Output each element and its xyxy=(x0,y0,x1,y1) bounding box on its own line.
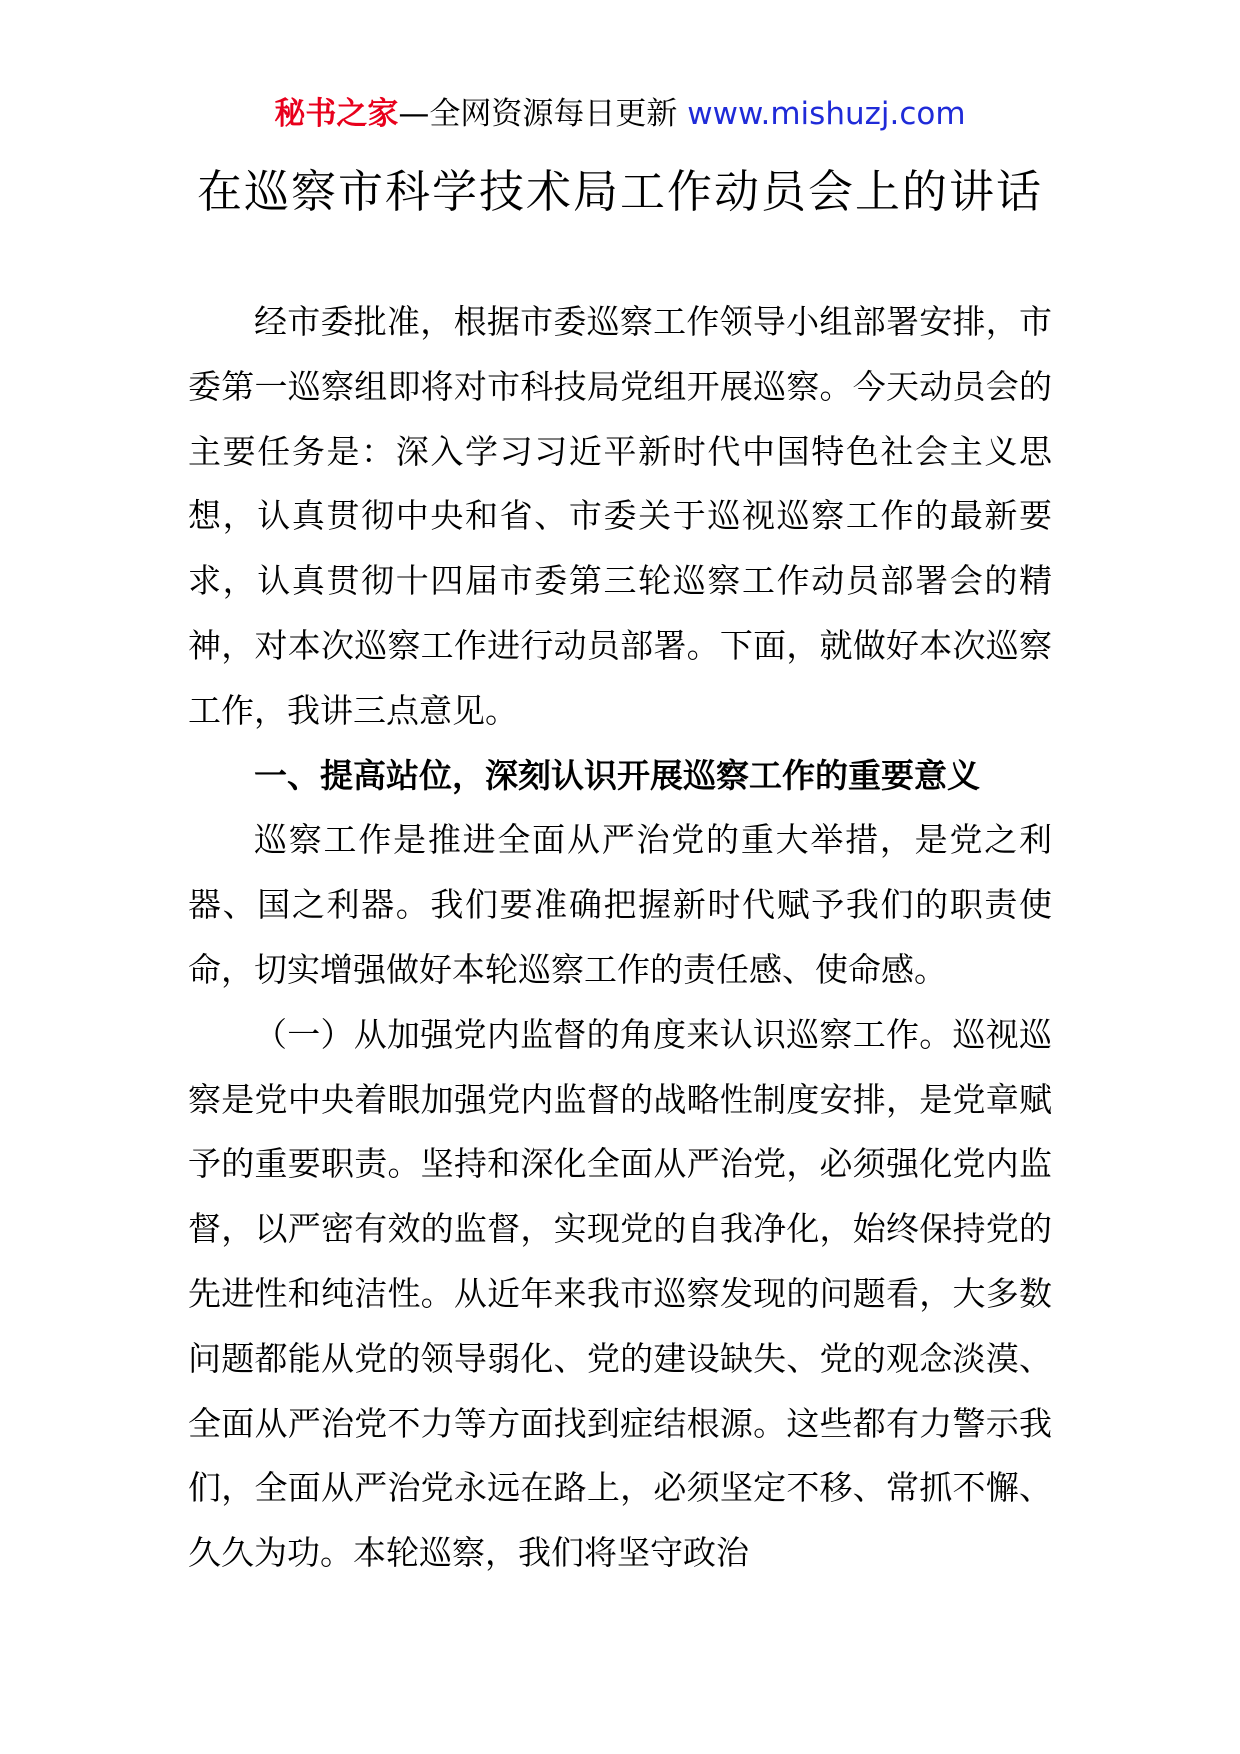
paragraph-subsection-1: （一）从加强党内监督的角度来认识巡察工作。巡视巡察是党中央着眼加强党内监督的战略性制度安排，是党章赋予的重要职责。坚持和深化全面从严治党，必须强化党内监督，以严密有效的监督，实现党的自我净化，始终保持党的先进性和纯洁性。从近年来我市巡察发现的问题看，大多数问题都能从党的领导弱化、党的建设缺失、党的观念淡漠、全面从严治党不力等方面找到症结根源。这些都有力警示我们，全面从严治党永远在路上，必须坚定不移、常抓不懈、久久为功。本轮巡察，我们将坚守政治 xyxy=(188,1014,1052,1573)
paragraph-section-1: 巡察工作是推进全面从严治党的重大举措，是党之利器、国之利器。我们要准确把握新时代赋予我们的职责使命，切实增强做好本轮巡察工作的责任感、使命感。 xyxy=(188,820,1052,989)
site-brand: 秘书之家 xyxy=(274,96,399,132)
document-title: 在巡察市科学技术局工作动员会上的讲话 xyxy=(196,165,1043,218)
site-tagline: —全网资源每日更新 xyxy=(398,96,678,132)
site-banner xyxy=(0,92,1240,136)
paragraph-intro: 经市委批准，根据市委巡察工作领导小组部署安排，市委第一巡察组即将对市科技局党组开展巡察。今天动员会的主要任务是：深入学习习近平新时代中国特色社会主义思想，认真贯彻中央和省、市委关于巡视巡察工作的最新要求，认真贯彻十四届市委第三轮巡察工作动员部署会的精神，对本次巡察工作进行动员部署。下面，就做好本次巡察工作，我讲三点意见。 xyxy=(188,302,1052,730)
section-heading-1: 一、提高站位，深刻认识开展巡察工作的重要意义 xyxy=(254,755,980,795)
site-url-link[interactable]: www.mishuzj.com xyxy=(687,96,966,132)
document-body xyxy=(188,290,1052,1586)
